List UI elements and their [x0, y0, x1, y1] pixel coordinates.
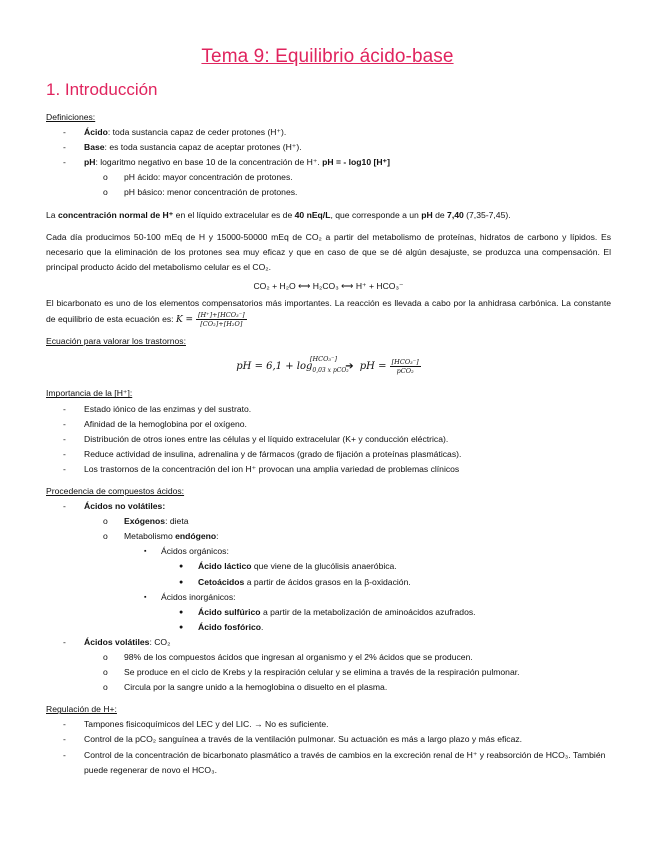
paragraph: La concentración normal de H⁺ en el líquido extracelular es de 40 nEq/L, que corresponde a un pH de 7,40 (7,35-7,45). — [46, 209, 511, 220]
list-item: o Se produce en el ciclo de Krebs y la respiración celular y se elimina a través de la respiración pulmonar. — [46, 665, 611, 680]
list-item: ▪ Ácidos orgánicos: — [46, 544, 611, 559]
list-item: - Tampones fisicoquímicos del LEC y del LIC. → No es suficiente. — [46, 717, 611, 732]
list-item: ● Cetoácidos a partir de ácidos grasos en la β-oxidación. — [46, 575, 611, 590]
list-item: - Control de la pCO₂ sanguínea a través de la ventilación pulmonar. Su actuación es más a largo plazo y más eficaz. — [46, 732, 611, 747]
list-item: - Ácidos no volátiles: — [46, 499, 611, 514]
section-heading: 1. Introducción — [46, 80, 158, 99]
paragraph: El bicarbonato es uno de los elementos compensatorios más importantes. La reacción es llevada a cabo por la anhidrasa carbónica. La constante de equilibrio de esta ecuación es: K = $\frac{\text{[H⁺]+[HCO₃⁻]}}{\text{[CO₂]+[H₂O]}}$ — [46, 298, 611, 329]
list-item: - Ácidos volátiles: CO₂ — [46, 635, 611, 650]
list-item: - Control de la concentración de bicarbonato plasmático a través de cambios en la excreción renal de H⁺ y reabsorción de HCO₃. También puede regenerar de novo el HCO₃. — [46, 748, 611, 778]
list-item: - Afinidad de la hemoglobina por el oxígeno. — [46, 417, 611, 432]
page-title: Tema 9: Equilibrio ácido-base — [201, 46, 454, 67]
list-item: - Los trastornos de la concentración del ion H⁺ provocan una amplia variedad de problemas clínicos — [46, 462, 611, 477]
list-item: o Circula por la sangre unido a la hemoglobina o disuelto en el plasma. — [46, 680, 611, 695]
list-item: - Distribución de otros iones entre las células y el líquido extracelular (K+ y conducción eléctrica). — [46, 432, 611, 447]
list-item: - Base: es toda sustancia capaz de aceptar protones (H⁺). — [46, 140, 611, 155]
list-item: o Exógenos: dieta — [46, 514, 611, 529]
document-body — [46, 110, 611, 778]
list-item: o 98% de los compuestos ácidos que ingresan al organismo y el 2% ácidos que se producen. — [46, 650, 611, 665]
importancia-heading: Importancia de la [H⁺]: — [46, 388, 133, 399]
reaction-equation: CO₂ + H₂O ⟷ H₂CO₃ ⟷ H⁺ + HCO₃⁻ — [253, 280, 404, 291]
list-item: ● Ácido láctico que viene de la glucólisis anaeróbica. — [46, 559, 611, 574]
list-item: ▪ Ácidos inorgánicos: — [46, 590, 611, 605]
definiciones-heading: Definiciones: — [46, 112, 96, 122]
list-item: ● Ácido sulfúrico a partir de la metabolización de aminoácidos azufrados. — [46, 605, 611, 620]
henderson-equation: pH = $6,1 + \log_{0,03 x pCO_2}$ [HCO₃⁻] ➔ pH = $\frac{\text{[HCO₃⁻]}}{\text{pCO₂}}$ — [236, 355, 419, 376]
ecuacion-heading: Ecuación para valorar los trastornos: — [46, 336, 186, 347]
list-item: - Reduce actividad de insulina, adrenalina y de fármacos (grado de fijación a proteínas plasmáticas). — [46, 447, 611, 462]
list-item: o Metabolismo endógeno: — [46, 529, 611, 544]
list-item: o pH ácido: mayor concentración de protones. — [46, 170, 611, 185]
paragraph: Cada día producimos 50-100 mEq de H y 15000-50000 mEq de CO₂ a partir del metabolismo de proteínas, hidratos de carbono y lípidos. Es necesario que la eliminación de los protones sea muy eficaz y que en caso de que se dé algún desajuste, se produzca una compensación. El principal producto ácido del metabolismo celular es el CO₂. — [46, 231, 611, 272]
equilibrium-constant: K = $\frac{\text{[H⁺]+[HCO₃⁻]}}{\text{[CO₂]+[H₂O]}}$ — [175, 311, 245, 329]
procedencia-heading: Procedencia de compuestos ácidos: — [46, 485, 185, 496]
list-item: - Estado iónico de las enzimas y del sustrato. — [46, 402, 611, 417]
list-item: - pH: logaritmo negativo en base 10 de la concentración de H⁺. pH = - log10 [H⁺] — [46, 155, 611, 170]
regulacion-heading: Regulación de H+: — [46, 704, 117, 715]
list-item: - Ácido: toda sustancia capaz de ceder protones (H⁺). — [46, 125, 611, 140]
list-item: o pH básico: menor concentración de protones. — [46, 185, 611, 200]
list-item: ● Ácido fosfórico. — [46, 620, 611, 635]
